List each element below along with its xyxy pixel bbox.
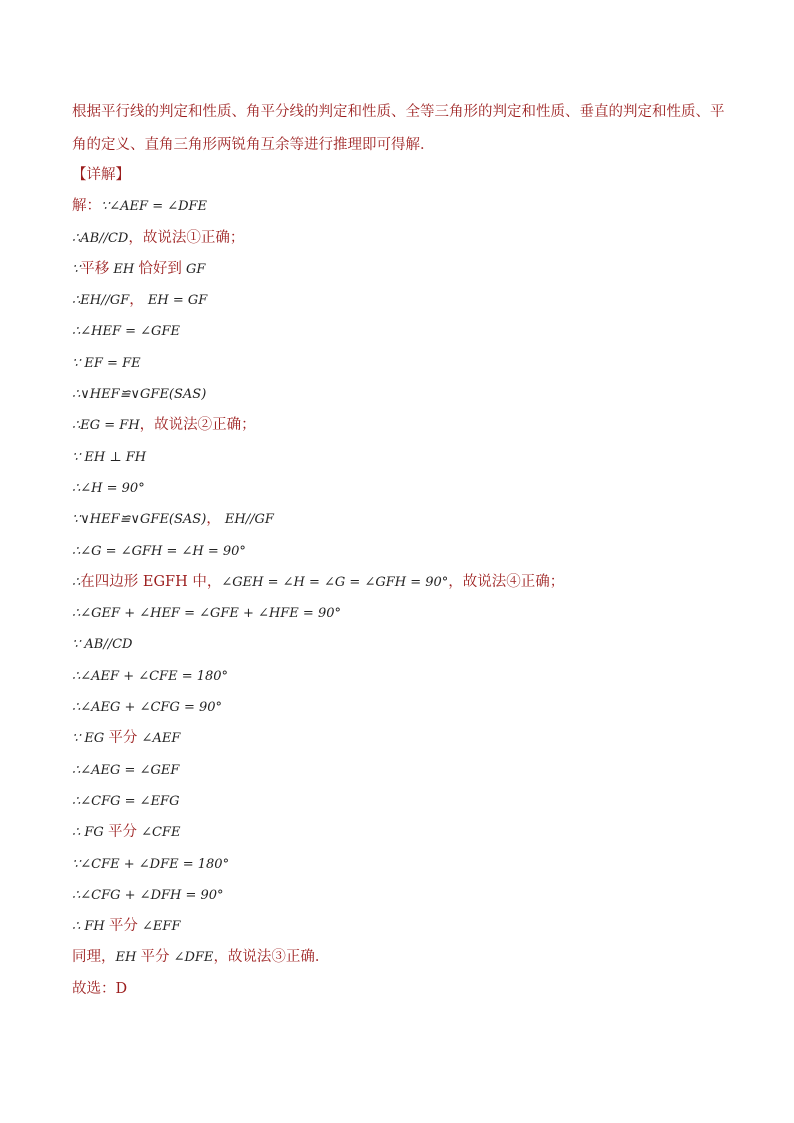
text-segment: 同理， (72, 949, 116, 966)
text-segment: 平分 (107, 824, 137, 841)
math-expression: EH = GF (143, 293, 208, 309)
math-expression: ∴ FH (72, 919, 109, 935)
text-segment: 平分 (108, 918, 138, 935)
solution-line (72, 880, 732, 911)
solution-line (72, 536, 732, 567)
math-expression: ∵∠AEF = ∠DFE (101, 199, 208, 215)
solution-line (72, 223, 732, 254)
math-expression: ∵ EG (72, 731, 109, 747)
text-segment: ，故说法①正确； (128, 229, 245, 246)
math-expression: ∴∠HEF = ∠GFE (72, 324, 180, 340)
solution-line (72, 191, 732, 222)
solution-line (72, 254, 732, 285)
math-expression: ∴AB//CD (72, 230, 129, 246)
text-segment: 【详解】 (72, 167, 130, 183)
math-expression: ∠AEF (137, 731, 181, 747)
solution-line (72, 442, 732, 473)
text-segment: ，故说法③正确． (213, 949, 330, 966)
math-expression: ∴∠GEF + ∠HEF = ∠GFE + ∠HFE = 90° (72, 606, 341, 622)
math-expression: EH//GF (220, 512, 274, 528)
solution-line (72, 504, 732, 535)
math-expression: ∴∠AEF + ∠CFE = 180° (72, 668, 229, 684)
math-expression: ∴EH//GF (72, 293, 130, 309)
math-expression: ∴ (72, 574, 81, 590)
solution-line (72, 786, 732, 817)
solution-line (72, 661, 732, 692)
math-expression: ∵ EF = FE (72, 355, 141, 371)
text-segment: 解： (72, 198, 101, 215)
solution-line (72, 316, 732, 347)
math-expression: EH (115, 950, 141, 966)
math-expression: ∵ EH ⊥ FH (72, 449, 147, 465)
math-expression: ∴∠CFG + ∠DFH = 90° (72, 887, 224, 903)
solution-line (72, 285, 732, 316)
math-expression: ∴∠H = 90° (72, 480, 145, 496)
math-expression: ∵ AB//CD (72, 637, 133, 653)
solution-line (72, 410, 732, 441)
solution-line (72, 911, 732, 942)
solution-line (72, 817, 732, 848)
solution-line (72, 755, 732, 786)
text-segment: 平分 (108, 730, 138, 747)
solution-line (72, 692, 732, 723)
solution-line (72, 723, 732, 754)
math-expression: ∠DFE (169, 950, 214, 966)
text-segment: 在四边形 EGFH 中， (80, 573, 222, 590)
text-segment: 恰好到 (138, 260, 182, 277)
math-expression: ∠CFE (136, 825, 181, 841)
math-expression: ∴ FG (72, 825, 108, 841)
solution-line (72, 849, 732, 880)
section-heading (72, 160, 732, 191)
solution-line (72, 629, 732, 660)
solution-line (72, 473, 732, 504)
math-expression: ∴∠CFG = ∠EFG (72, 793, 180, 809)
math-expression: ∴∠AEG = ∠GEF (72, 762, 180, 778)
math-expression: ∠GEH = ∠H = ∠G = ∠GFH = 90° (221, 574, 449, 590)
analysis-intro: 根据平行线的判定和性质、角平分线的判定和性质、全等三角形的判定和性质、垂直的判定和性质、平角的定义、直角三角形两锐角互余等进行推理即可得解． (72, 104, 725, 153)
solution-line (72, 598, 732, 629)
math-expression: GF (181, 261, 206, 277)
math-expression: ∵∨HEF≌∨GFE(SAS) (72, 512, 207, 528)
math-expression: ∴∠AEG + ∠CFG = 90° (72, 700, 223, 716)
solution-line (72, 379, 732, 410)
solution-steps (72, 160, 732, 1005)
math-expression: ∴∨HEF≌∨GFE(SAS) (72, 387, 207, 403)
solution-line (72, 348, 732, 379)
math-expression: ∴EG = FH (72, 418, 140, 434)
text-segment: 故选：D (72, 980, 128, 997)
math-expression: ∴∠G = ∠GFH = ∠H = 90° (72, 543, 246, 559)
text-segment: ， (206, 511, 221, 528)
math-expression: EH (109, 261, 139, 277)
text-segment: 平分 (140, 949, 170, 966)
solution-line (72, 942, 732, 973)
math-expression: ∵∠CFE + ∠DFE = 180° (72, 856, 230, 872)
text-segment: ，故说法④正确； (448, 573, 565, 590)
text-segment: ，故说法②正确； (139, 417, 256, 434)
text-segment: ， (129, 292, 144, 309)
solution-line (72, 974, 732, 1005)
math-expression: ∵ (72, 261, 81, 277)
solution-line (72, 567, 732, 598)
text-segment: 平移 (80, 260, 110, 277)
math-expression: ∠EFF (137, 919, 181, 935)
